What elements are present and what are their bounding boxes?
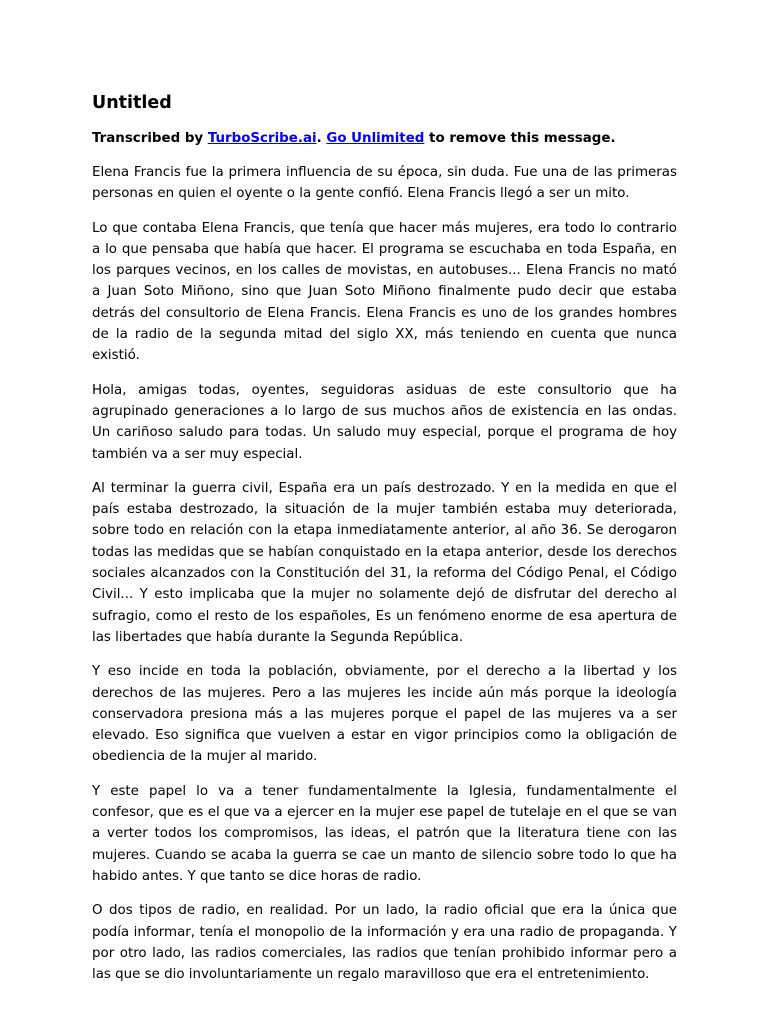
paragraph-5: Y eso incide en toda la población, obviamente, por el derecho a la libertad y los derechos de las mujeres. Pero a las mujeres les incide aún más porque la ideología conservadora presiona más a las mujeres porque el papel de las mujeres va a ser elevado. Eso significa que vuelven a estar en vigor principios como la obligación de obediencia de la mujer al marido. [92,664,677,765]
paragraph-1: Elena Francis fue la primera influencia de su época, sin duda. Fue una de las primeras personas en quien el oyente o la gente confió. Elena Francis llegó a ser un mito. [92,165,677,202]
go-unlimited-link[interactable]: Go Unlimited [326,131,425,146]
paragraph-4: Al terminar la guerra civil, España era un país destrozado. Y en la medida en que el país estaba destrozado, la situación de la mujer también estaba muy deteriorada, sobre todo en relación con la etapa inmediatamente anterior, al año 36. Se derogaron todas las medidas que se habían conquistado en la etapa anterior, desde los derechos sociales alcanzados con la Constitución del 31, la reforma del Código Penal, el Código Civil... Y esto implicaba que la mujer no solamente dejó de disfrutar del derecho al sufragio, como el resto de los españoles, Es un fenómeno enorme de esa apertura de las libertades que había durante la Segunda República. [92,480,677,645]
paragraph-7: O dos tipos de radio, en realidad. Por un lado, la radio oficial que era la única que podía informar, tenía el monopolio de la información y era una radio de propaganda. Y por otro lado, las radios comerciales, las radios que tenían prohibido informar pero a las que se dio involuntariamente un regalo maravilloso que era el entretenimiento. [92,903,677,983]
paragraph-2: Lo que contaba Elena Francis, que tenía que hacer más mujeres, era todo lo contrario a lo que pensaba que había que hacer. El programa se escuchaba en toda España, en los parques vecinos, en los calles de movistas, en autobuses... Elena Francis no mató a Juan Soto Miñono, sino que Juan Soto Miñono finalmente pudo decir que estaba detrás del consultorio de Elena Francis. Elena Francis es uno de los grandes hombres de la radio de la segunda mitad del siglo XX, más teniendo en cuenta que nunca existió. [92,220,677,364]
notice-separator: . [316,131,327,146]
turboscribe-link[interactable]: TurboScribe.ai [207,131,317,146]
paragraph-6: Y este papel lo va a tener fundamentalmente la Iglesia, fundamentalmente el confesor, que es el que va a ejercer en la mujer ese papel de tutelaje en el que se van a verter todos los compromisos, las ideas, el patrón que la literatura tiene con las mujeres. Cuando se acaba la guerra se cae un manto de silencio sobre todo lo que ha habido antes. Y que tanto se dice horas de radio. [92,783,677,884]
notice-prefix: Transcribed by [92,131,208,146]
notice-suffix: to remove this message. [424,131,616,146]
paragraph-3: Hola, amigas todas, oyentes, seguidoras asiduas de este consultorio que ha agrupinado generaciones a lo largo de sus muchos años de existencia en las ondas. Un cariñoso saludo para todas. Un saludo muy especial, porque el programa de hoy también va a ser muy especial. [92,382,677,462]
document-title: Untitled [92,93,172,113]
transcription-notice [92,129,677,149]
